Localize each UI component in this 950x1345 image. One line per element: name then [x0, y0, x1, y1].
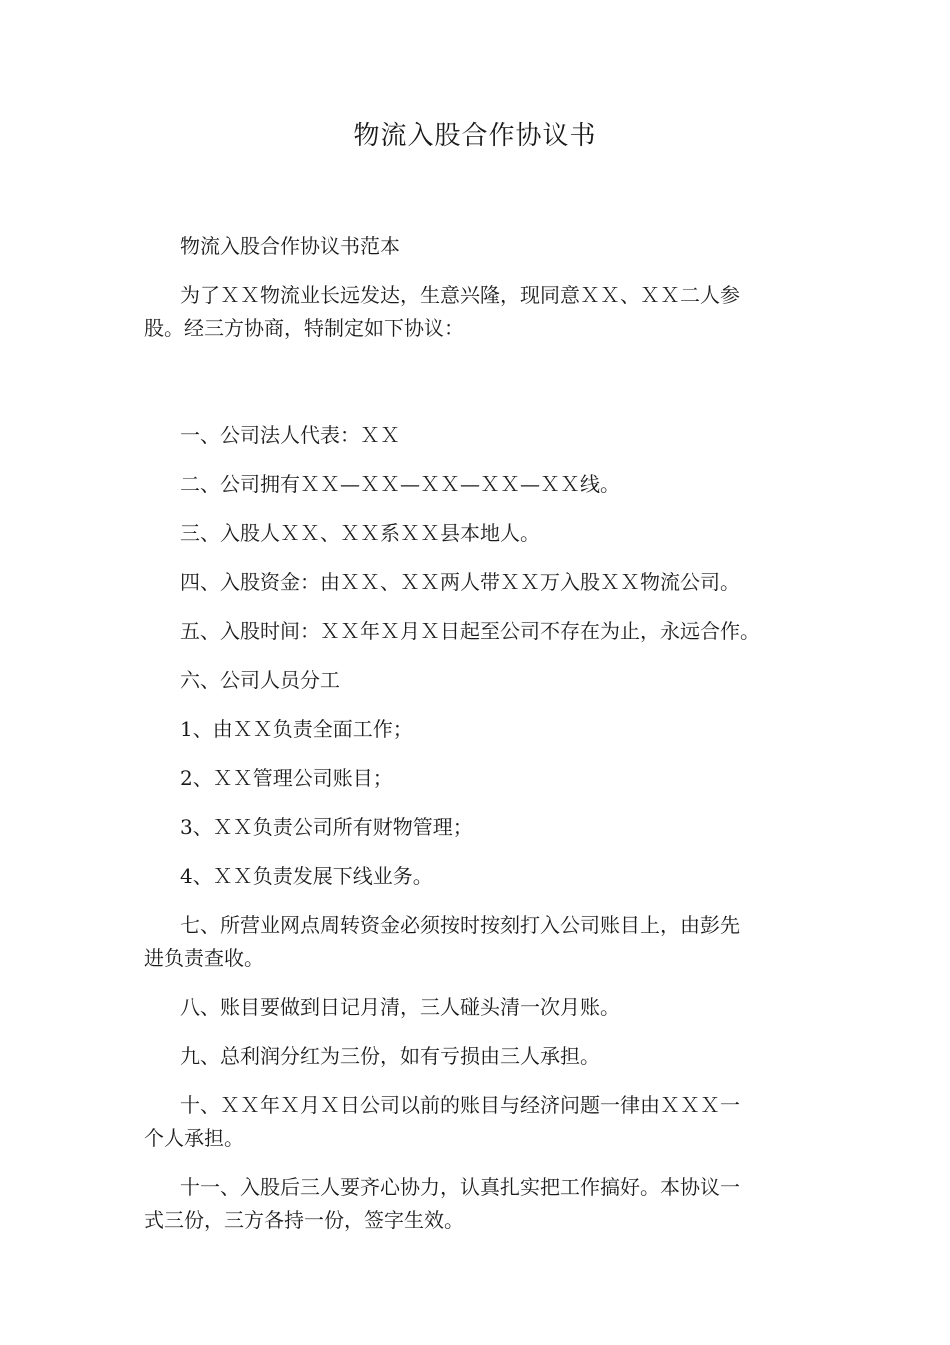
clause-1: 一、公司法人代表：ＸＸ — [180, 423, 400, 447]
clause-11-line-2: 式三份，三方各持一份，签字生效。 — [144, 1208, 464, 1232]
clause-6-item-1: 1、由ＸＸ负责全面工作； — [180, 717, 413, 741]
clause-7-line-2: 进负责查收。 — [144, 946, 264, 970]
clause-11-line-1: 十一、入股后三人要齐心协力，认真扎实把工作搞好。本协议一 — [180, 1175, 740, 1199]
clause-11 — [144, 1171, 769, 1237]
clause-5: 五、入股时间：ＸＸ年Ｘ月Ｘ日起至公司不存在为止，永远合作。 — [180, 619, 760, 643]
intro-paragraph — [144, 279, 769, 345]
clause-10 — [144, 1089, 769, 1155]
clause-7-line-1: 七、所营业网点周转资金必须按时按刻打入公司账目上，由彭先 — [180, 913, 740, 937]
document-subtitle: 物流入股合作协议书范本 — [180, 234, 400, 258]
intro-line-1: 为了ＸＸ物流业长远发达，生意兴隆，现同意ＸＸ、ＸＸ二人参 — [180, 283, 740, 307]
clause-8: 八、账目要做到日记月清，三人碰头清一次月账。 — [180, 995, 620, 1019]
clause-6: 六、公司人员分工 — [180, 668, 340, 692]
clause-3: 三、入股人ＸＸ、ＸＸ系ＸＸ县本地人。 — [180, 521, 540, 545]
clause-6-item-3: 3、ＸＸ负责公司所有财物管理； — [180, 815, 473, 839]
clause-2: 二、公司拥有ＸＸ—ＸＸ—ＸＸ—ＸＸ—ＸＸ线。 — [180, 472, 620, 496]
clause-6-item-4: 4、ＸＸ负责发展下线业务。 — [180, 864, 433, 888]
clause-6-item-2: 2、ＸＸ管理公司账目； — [180, 766, 393, 790]
document-title: 物流入股合作协议书 — [353, 121, 597, 151]
document-body — [144, 230, 769, 1253]
clause-9: 九、总利润分红为三份，如有亏损由三人承担。 — [180, 1044, 600, 1068]
clause-4: 四、入股资金：由ＸＸ、ＸＸ两人带ＸＸ万入股ＸＸ物流公司。 — [180, 570, 740, 594]
clause-10-line-1: 十、ＸＸ年Ｘ月Ｘ日公司以前的账目与经济问题一律由ＸＸＸ一 — [180, 1093, 740, 1117]
intro-line-2: 股。经三方协商，特制定如下协议： — [144, 316, 464, 340]
clause-7 — [144, 909, 769, 975]
clause-10-line-2: 个人承担。 — [144, 1126, 244, 1150]
